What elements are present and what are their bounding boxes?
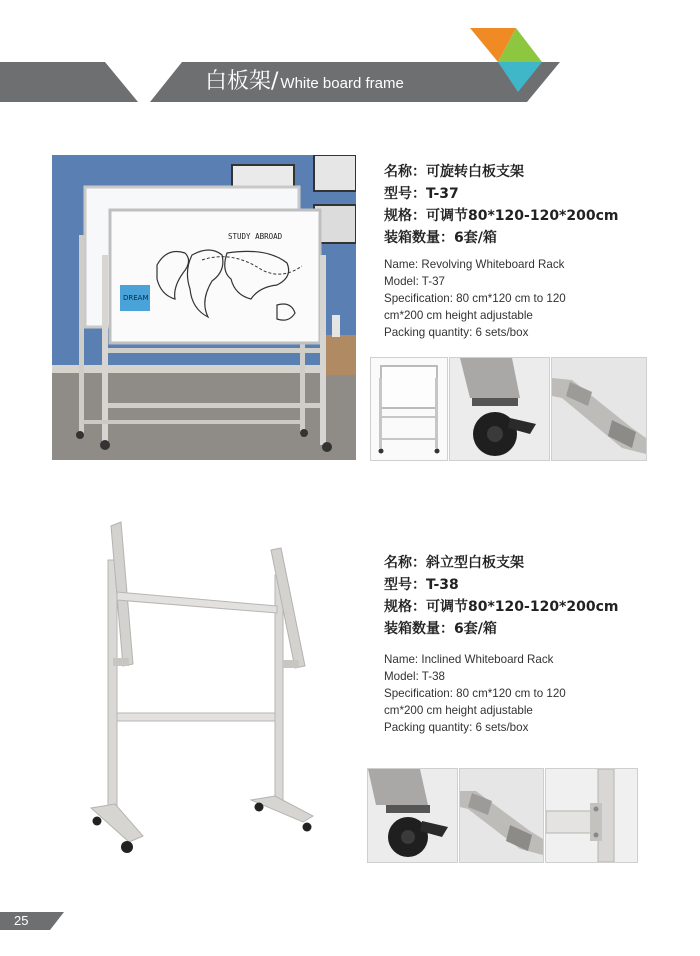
product-2-model-cn: 型号：T-38	[384, 577, 459, 593]
board-sticker-text: DREAM	[123, 294, 149, 302]
product-2-model-en: Model: T-38	[384, 670, 446, 683]
thumbnail-caster-wheel-2	[367, 768, 458, 863]
product-1-name-en: Name: Revolving Whiteboard Rack	[384, 258, 565, 271]
product-2-spec-en-line1: Specification: 80 cm*120 cm to 120	[384, 687, 566, 700]
page-number: 25	[14, 913, 29, 928]
product-2-packing-cn: 装箱数量：6套/箱	[384, 621, 497, 637]
product-1-spec-en-line1: Specification: 80 cm*120 cm to 120	[384, 292, 566, 305]
page-title-cn: 白板架/	[205, 69, 279, 94]
product-1-packing-en: Packing quantity: 6 sets/box	[384, 326, 529, 339]
brand-triangles-logo	[468, 26, 544, 94]
product-photo-revolving-rack	[52, 155, 356, 460]
thumbnail-caster-wheel	[449, 357, 550, 461]
product-photo-inclined-rack	[85, 520, 325, 860]
board-heading-text: STUDY ABROAD	[228, 232, 283, 241]
product-1-packing-cn: 装箱数量：6套/箱	[384, 230, 497, 246]
product-2-spec-cn: 规格：可调节80*120-120*200cm	[384, 599, 619, 615]
thumbnail-clamp-joint	[545, 768, 638, 863]
thumbnail-rack-overview	[370, 357, 448, 461]
page-title	[205, 64, 404, 100]
product-2-packing-en: Packing quantity: 6 sets/box	[384, 721, 529, 734]
thumbnail-tube-joint	[551, 357, 647, 461]
product-2-name-cn: 名称：斜立型白板支架	[384, 555, 524, 571]
product-2-name-en: Name: Inclined Whiteboard Rack	[384, 653, 554, 666]
product-1-spec-en-line2: cm*200 cm height adjustable	[384, 309, 533, 322]
product-2-spec-en-line2: cm*200 cm height adjustable	[384, 704, 533, 717]
thumbnail-tube-joint-2	[459, 768, 544, 863]
product-1-name-cn: 名称：可旋转白板支架	[384, 164, 524, 180]
product-1-model-cn: 型号：T-37	[384, 186, 459, 202]
page-title-en: White board frame	[280, 75, 404, 92]
product-1-model-en: Model: T-37	[384, 275, 446, 288]
product-1-spec-cn: 规格：可调节80*120-120*200cm	[384, 208, 619, 224]
